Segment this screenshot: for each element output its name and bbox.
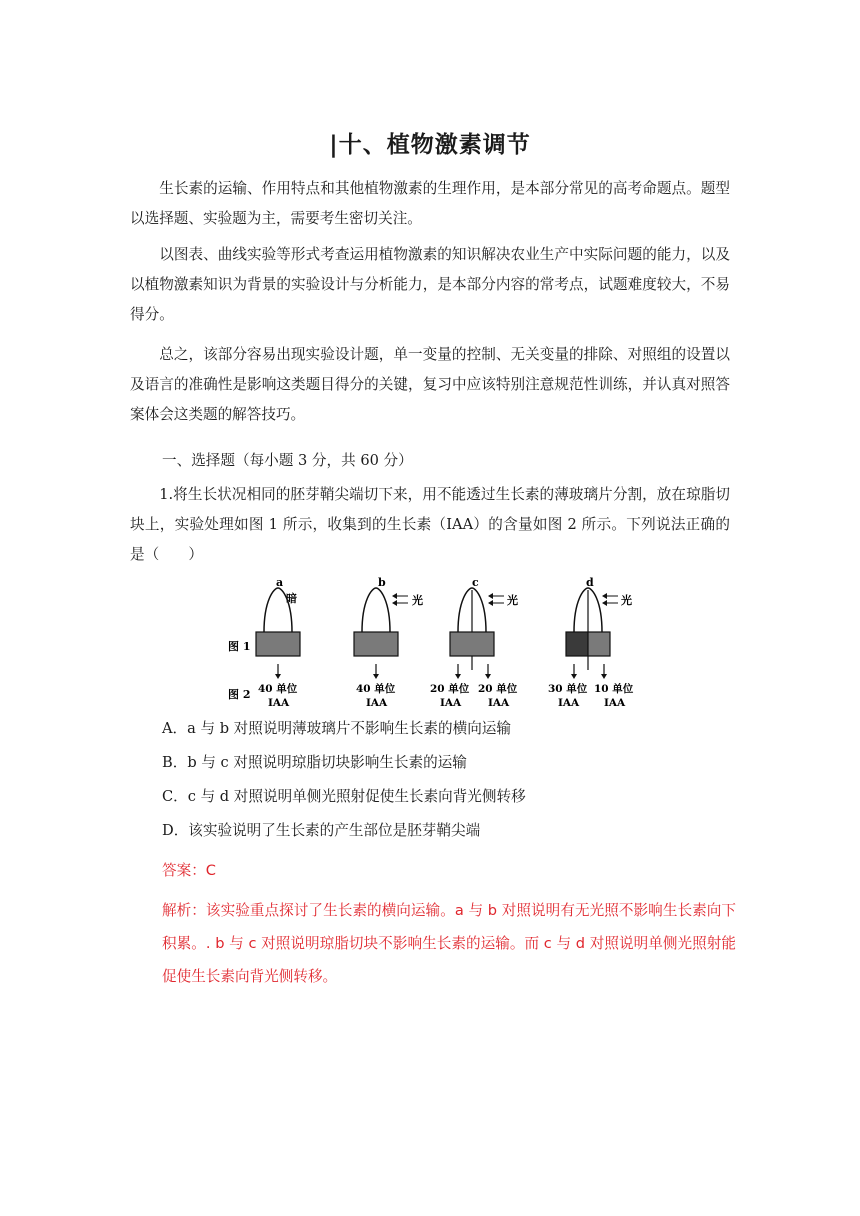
group-letter-b: b	[378, 576, 386, 589]
experiment-figure	[222, 576, 642, 714]
intro-paragraph-2: 以图表、曲线实验等形式考查运用植物激素的知识解决农业生产中实际问题的能力，以及以植物激素知识为背景的实验设计与分析能力，是本部分内容的常考点，试题难度较大，不易得分。	[130, 246, 730, 323]
section-heading: 一、选择题（每小题 3 分，共 60 分）	[162, 452, 413, 469]
intro-paragraph-3: 总之，该部分容易出现实验设计题，单一变量的控制、无关变量的排除、对照组的设置以及语言的准确性是影响这类题目得分的关键，复习中应该特别注意规范性训练，并认真对照答案体会这类题的解答技巧。	[130, 346, 730, 423]
group-condition-b: 光	[412, 594, 423, 607]
option-d: D．该实验说明了生长素的产生部位是胚芽鞘尖端	[162, 822, 481, 839]
agar-block-c	[450, 632, 494, 656]
light-arrowhead-d-1	[602, 593, 607, 599]
agar-block-d-right	[588, 632, 610, 656]
figure-group-c	[430, 576, 518, 709]
iaa-value-b: 40 单位	[356, 683, 396, 695]
iaa-value-a: 40 单位	[258, 683, 298, 695]
arrow-head-c-right	[485, 674, 491, 679]
iaa-value-d-right: 10 单位	[594, 683, 634, 695]
arrow-head-c-left	[455, 674, 461, 679]
arrow-head-d-right	[601, 674, 607, 679]
iaa-unit-c-right: IAA	[488, 697, 510, 709]
page-title: |十、植物激素调节	[329, 132, 531, 158]
agar-block-a	[256, 632, 300, 656]
option-c: C．c 与 d 对照说明单侧光照射促使生长素向背光侧转移	[162, 788, 526, 805]
group-letter-d: d	[586, 576, 594, 589]
coleoptile-tip-b	[362, 588, 390, 632]
answer-text: 答案：C	[162, 862, 216, 879]
agar-block-b	[354, 632, 398, 656]
iaa-value-d-left: 30 单位	[548, 683, 588, 695]
iaa-value-c-right: 20 单位	[478, 683, 518, 695]
light-arrowhead-c-1	[488, 593, 493, 599]
agar-block-d-left	[566, 632, 588, 656]
figure-group-a	[256, 576, 300, 709]
light-arrowhead-b-2	[392, 600, 397, 606]
option-b: B．b 与 c 对照说明琼脂切块影响生长素的运输	[162, 754, 467, 771]
light-arrowhead-c-2	[488, 600, 493, 606]
iaa-unit-c-left: IAA	[440, 697, 462, 709]
figure-group-d	[548, 576, 634, 709]
group-condition-c: 光	[507, 594, 518, 607]
arrow-head-d-left	[571, 674, 577, 679]
figure-row-label-1: 图 1	[228, 640, 251, 653]
arrow-head-a	[275, 674, 281, 679]
iaa-unit-d-left: IAA	[558, 697, 580, 709]
option-a: A．a 与 b 对照说明薄玻璃片不影响生长素的横向运输	[162, 720, 511, 737]
iaa-unit-a: IAA	[268, 697, 290, 709]
figure-row-label-2: 图 2	[228, 688, 251, 701]
group-condition-d: 光	[621, 594, 632, 607]
group-letter-a: a	[276, 576, 284, 589]
light-arrowhead-b-1	[392, 593, 397, 599]
intro-paragraph-1: 生长素的运输、作用特点和其他植物激素的生理作用，是本部分常见的高考命题点。题型以选择题、实验题为主，需要考生密切关注。	[130, 180, 730, 227]
light-arrowhead-d-2	[602, 600, 607, 606]
iaa-unit-b: IAA	[366, 697, 388, 709]
group-condition-a: 暗	[286, 592, 297, 605]
iaa-value-c-left: 20 单位	[430, 683, 470, 695]
question-stem: 1.将生长状况相同的胚芽鞘尖端切下来，用不能透过生长素的薄玻璃片分割，放在琼脂切块上，实验处理如图 1 所示，收集到的生长素（IAA）的含量如图 2 所示。下列说法正确的是（ ）	[130, 486, 730, 563]
group-letter-c: c	[472, 576, 479, 589]
arrow-head-b	[373, 674, 379, 679]
figure-group-b	[354, 576, 423, 709]
analysis-text: 解析：该实验重点探讨了生长素的横向运输。a 与 b 对照说明有无光照不影响生长素向下积累。. b 与 c 对照说明琼脂切块不影响生长素的运输。而 c 与 d 对照说明单侧光照射能促使生长素向背光侧转移。	[162, 902, 736, 985]
iaa-unit-d-right: IAA	[604, 697, 626, 709]
